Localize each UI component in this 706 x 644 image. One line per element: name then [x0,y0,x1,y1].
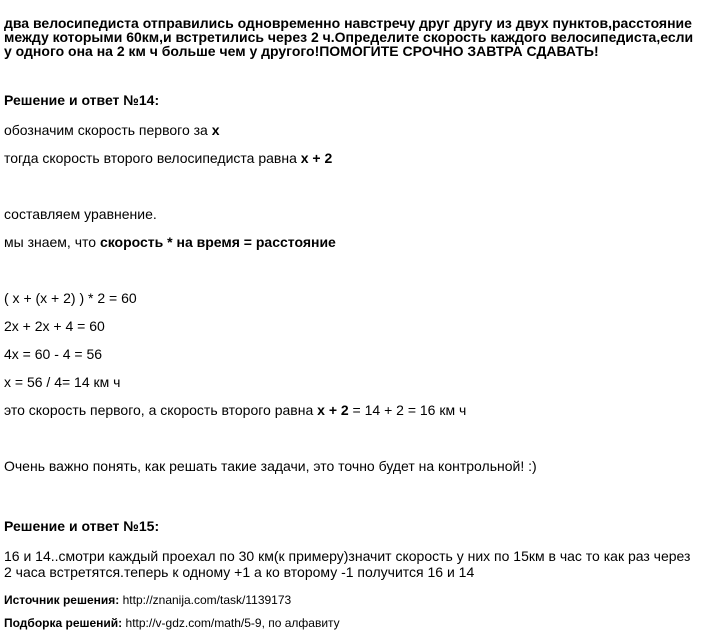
solution-14-line-1 [4,122,220,138]
collection-label: Подборка решений: [4,616,123,630]
question-text: два велосипедиста отправились одновременно навстречу друг другу из двух пунктов,расстояние между которыми 60км,и встретились через 2 ч.Определите скорость каждого велосипедиста,если у одного она на 2 км ч больше чем у другого!ПОМОГИТЕ СРОЧНО ЗАВТРА СДАВАТЬ! [4,15,694,59]
equation-3: 4x = 60 - 4 = 56 [4,346,103,362]
collection-line [4,616,340,630]
line-bold: x + 2 [300,150,333,166]
equation-2: 2x + 2x + 4 = 60 [4,318,105,334]
source-label: Источник решения: [4,593,120,607]
solution-14-line-4 [4,234,336,250]
line-bold: x + 2 [317,402,349,418]
line-tail: = 14 + 2 = 16 км ч [348,402,467,418]
solution-14-line-5 [4,402,466,418]
line-bold: скорость * на время = расстояние [99,234,336,250]
line-text: обозначим скорость первого за [4,122,212,138]
equation-1: ( x + (x + 2) ) * 2 = 60 [4,290,137,306]
solution-15-text: 16 и 14..смотри каждый проехал по 30 км(к примеру)значит скорость у них по 15км в час то как раз через 2 часа встретятся.теперь к одному +1 а ко второму -1 получится 16 и 14 [4,548,691,580]
solution-14-heading: Решение и ответ №14: [4,92,160,108]
line-text: тогда скорость второго велосипедиста равна [4,150,301,166]
collection-link[interactable]: http://v-gdz.com/math/5-9, по алфавиту [122,616,340,630]
line-text: мы знаем, что [4,234,100,250]
solution-14-line-6: Очень важно понять, как решать такие задачи, это точно будет на контрольной! :) [4,458,537,474]
solution-14-line-2 [4,150,332,166]
solution-15-heading: Решение и ответ №15: [4,518,160,534]
line-text: это скорость первого, а скорость второго равна [4,402,318,418]
source-line [4,593,291,607]
line-bold: x [211,122,220,138]
solution-14-line-3: составляем уравнение. [4,206,157,222]
equation-4: x = 56 / 4= 14 км ч [4,374,121,390]
source-link[interactable]: http://znanija.com/task/1139173 [119,593,292,607]
